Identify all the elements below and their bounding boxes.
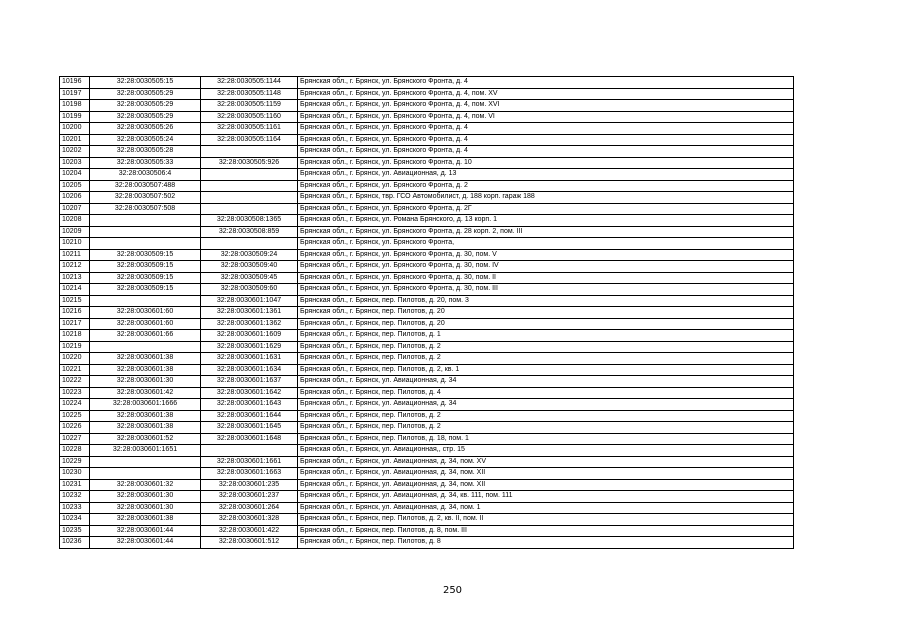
table-row [60, 111, 794, 123]
building-cadastral-cell: 32:28:0030601:264 [201, 502, 298, 514]
table-row [60, 77, 794, 89]
building-cadastral-cell: 32:28:0030601:1648 [201, 433, 298, 445]
address-cell: Брянская обл., г. Брянск, ул. Брянского Фронта, д. 30, пом. V [298, 249, 794, 261]
land-plot-cadastral-cell: 32:28:0030601:42 [90, 387, 201, 399]
building-cadastral-cell [201, 192, 298, 204]
record-number-cell: 10201 [60, 134, 90, 146]
address-cell: Брянская обл., г. Брянск, ул. Брянского Фронта, д. 2 [298, 180, 794, 192]
building-cadastral-cell: 32:28:0030601:235 [201, 479, 298, 491]
record-number-cell: 10234 [60, 514, 90, 526]
building-cadastral-cell: 32:28:0030601:237 [201, 491, 298, 503]
land-plot-cadastral-cell: 32:28:0030601:66 [90, 330, 201, 342]
address-cell: Брянская обл., г. Брянск, пер. Пилотов, д. 18, пом. 1 [298, 433, 794, 445]
record-number-cell: 10217 [60, 318, 90, 330]
address-cell: Брянская обл., г. Брянск, пер. Пилотов, д. 20, пом. 3 [298, 295, 794, 307]
record-number-cell: 10210 [60, 238, 90, 250]
table-row [60, 88, 794, 100]
table-row [60, 192, 794, 204]
record-number-cell: 10223 [60, 387, 90, 399]
table-row [60, 146, 794, 158]
table-row [60, 123, 794, 135]
address-cell: Брянская обл., г. Брянск, пер. Пилотов, д. 8, пом. III [298, 525, 794, 537]
record-number-cell: 10197 [60, 88, 90, 100]
table-row [60, 330, 794, 342]
address-cell: Брянская обл., г. Брянск, пер. Пилотов, д. 2 [298, 353, 794, 365]
table-row [60, 537, 794, 549]
building-cadastral-cell: 32:28:0030601:422 [201, 525, 298, 537]
building-cadastral-cell [201, 203, 298, 215]
table-row [60, 445, 794, 457]
address-cell: Брянская обл., г. Брянск, пер. Пилотов, д. 20 [298, 307, 794, 319]
land-plot-cadastral-cell: 32:28:0030509:15 [90, 249, 201, 261]
land-plot-cadastral-cell [90, 468, 201, 480]
building-cadastral-cell: 32:28:0030601:1642 [201, 387, 298, 399]
record-number-cell: 10220 [60, 353, 90, 365]
address-cell: Брянская обл., г. Брянск, ул. Брянского Фронта, д. 4 [298, 123, 794, 135]
table-row [60, 433, 794, 445]
land-plot-cadastral-cell [90, 215, 201, 227]
record-number-cell: 10232 [60, 491, 90, 503]
address-cell: Брянская обл., г. Брянск, ул. Брянского Фронта, д. 10 [298, 157, 794, 169]
record-number-cell: 10224 [60, 399, 90, 411]
address-cell: Брянская обл., г. Брянск, ул. Авиационная, д. 34, кв. 111, пом. 111 [298, 491, 794, 503]
building-cadastral-cell: 32:28:0030509:60 [201, 284, 298, 296]
address-cell: Брянская обл., г. Брянск, ул. Брянского Фронта, д. 30, пом. IV [298, 261, 794, 273]
table-row [60, 180, 794, 192]
land-plot-cadastral-cell: 32:28:0030505:29 [90, 88, 201, 100]
land-plot-cadastral-cell: 32:28:0030601:38 [90, 514, 201, 526]
building-cadastral-cell: 32:28:0030509:40 [201, 261, 298, 273]
table-row [60, 525, 794, 537]
building-cadastral-cell [201, 180, 298, 192]
land-plot-cadastral-cell: 32:28:0030601:38 [90, 422, 201, 434]
land-plot-cadastral-cell: 32:28:0030509:15 [90, 284, 201, 296]
record-number-cell: 10215 [60, 295, 90, 307]
building-cadastral-cell: 32:28:0030601:1644 [201, 410, 298, 422]
table-row [60, 468, 794, 480]
record-number-cell: 10229 [60, 456, 90, 468]
land-plot-cadastral-cell: 32:28:0030507:502 [90, 192, 201, 204]
building-cadastral-cell: 32:28:0030509:45 [201, 272, 298, 284]
land-plot-cadastral-cell: 32:28:0030601:30 [90, 376, 201, 388]
table-row [60, 456, 794, 468]
address-cell: Брянская обл., г. Брянск, ул. Брянского Фронта, д. 4 [298, 77, 794, 89]
address-cell: Брянская обл., г. Брянск, пер. Пилотов, д. 8 [298, 537, 794, 549]
address-cell: Брянская обл., г. Брянск, ул. Брянского Фронта, д. 2Г [298, 203, 794, 215]
record-number-cell: 10230 [60, 468, 90, 480]
table-row [60, 353, 794, 365]
address-cell: Брянская обл., г. Брянск, ул. Брянского Фронта, д. 30, пом. II [298, 272, 794, 284]
table-row [60, 376, 794, 388]
table-row [60, 502, 794, 514]
record-number-cell: 10226 [60, 422, 90, 434]
table-row [60, 307, 794, 319]
building-cadastral-cell: 32:28:0030508:1365 [201, 215, 298, 227]
building-cadastral-cell [201, 238, 298, 250]
record-number-cell: 10208 [60, 215, 90, 227]
record-number-cell: 10204 [60, 169, 90, 181]
building-cadastral-cell: 32:28:0030505:926 [201, 157, 298, 169]
record-number-cell: 10212 [60, 261, 90, 273]
page-number: 250 [442, 585, 463, 596]
building-cadastral-cell: 32:28:0030601:512 [201, 537, 298, 549]
address-cell: Брянская обл., г. Брянск, ул. Романа Брянского, д. 13 корп. 1 [298, 215, 794, 227]
table-row [60, 272, 794, 284]
table-row [60, 387, 794, 399]
building-cadastral-cell: 32:28:0030601:1637 [201, 376, 298, 388]
building-cadastral-cell: 32:28:0030505:1144 [201, 77, 298, 89]
table-row [60, 134, 794, 146]
address-cell: Брянская обл., г. Брянск, ул. Брянского Фронта, д. 4 [298, 134, 794, 146]
address-cell: Брянская обл., г. Брянск, ул. Брянского Фронта, [298, 238, 794, 250]
building-cadastral-cell: 32:28:0030601:1663 [201, 468, 298, 480]
table-row [60, 226, 794, 238]
table-row [60, 157, 794, 169]
record-number-cell: 10213 [60, 272, 90, 284]
land-plot-cadastral-cell: 32:28:0030505:29 [90, 100, 201, 112]
table-row [60, 514, 794, 526]
land-plot-cadastral-cell: 32:28:0030507:508 [90, 203, 201, 215]
table-row [60, 422, 794, 434]
building-cadastral-cell [201, 146, 298, 158]
table-row [60, 410, 794, 422]
land-plot-cadastral-cell [90, 238, 201, 250]
record-number-cell: 10196 [60, 77, 90, 89]
address-cell: Брянская обл., г. Брянск, ул. Брянского Фронта, д. 4, пом. XVI [298, 100, 794, 112]
building-cadastral-cell: 32:28:0030601:1634 [201, 364, 298, 376]
table-row [60, 203, 794, 215]
land-plot-cadastral-cell: 32:28:0030601:52 [90, 433, 201, 445]
building-cadastral-cell: 32:28:0030505:1164 [201, 134, 298, 146]
land-plot-cadastral-cell [90, 295, 201, 307]
address-cell: Брянская обл., г. Брянск, пер. Пилотов, д. 20 [298, 318, 794, 330]
land-plot-cadastral-cell: 32:28:0030601:32 [90, 479, 201, 491]
record-number-cell: 10216 [60, 307, 90, 319]
record-number-cell: 10209 [60, 226, 90, 238]
land-plot-cadastral-cell: 32:28:0030601:60 [90, 307, 201, 319]
record-number-cell: 10214 [60, 284, 90, 296]
address-cell: Брянская обл., г. Брянск, пер. Пилотов, д. 2, кв. 1 [298, 364, 794, 376]
record-number-cell: 10198 [60, 100, 90, 112]
address-cell: Брянская обл., г. Брянск, ул. Авиационная, д. 13 [298, 169, 794, 181]
address-cell: Брянская обл., г. Брянск, ул. Авиационная,, стр. 15 [298, 445, 794, 457]
record-number-cell: 10206 [60, 192, 90, 204]
address-cell: Брянская обл., г. Брянск, твр. ГСО Автомобилист, д. 188 корп. гараж 188 [298, 192, 794, 204]
building-cadastral-cell: 32:28:0030505:1148 [201, 88, 298, 100]
table-row [60, 249, 794, 261]
record-number-cell: 10207 [60, 203, 90, 215]
building-cadastral-cell: 32:28:0030601:1643 [201, 399, 298, 411]
address-cell: Брянская обл., г. Брянск, ул. Авиационная, д. 34 [298, 399, 794, 411]
land-plot-cadastral-cell: 32:28:0030601:30 [90, 502, 201, 514]
land-plot-cadastral-cell: 32:28:0030601:60 [90, 318, 201, 330]
address-cell: Брянская обл., г. Брянск, пер. Пилотов, д. 1 [298, 330, 794, 342]
table-row [60, 169, 794, 181]
record-number-cell: 10203 [60, 157, 90, 169]
table-row [60, 100, 794, 112]
record-number-cell: 10221 [60, 364, 90, 376]
building-cadastral-cell: 32:28:0030505:1161 [201, 123, 298, 135]
registry-table-body [60, 77, 794, 549]
address-cell: Брянская обл., г. Брянск, ул. Брянского Фронта, д. 28 корп. 2, пом. III [298, 226, 794, 238]
table-row [60, 284, 794, 296]
record-number-cell: 10235 [60, 525, 90, 537]
land-plot-cadastral-cell: 32:28:0030505:26 [90, 123, 201, 135]
record-number-cell: 10211 [60, 249, 90, 261]
land-plot-cadastral-cell: 32:28:0030601:1651 [90, 445, 201, 457]
land-plot-cadastral-cell: 32:28:0030601:38 [90, 364, 201, 376]
address-cell: Брянская обл., г. Брянск, ул. Брянского Фронта, д. 30, пом. III [298, 284, 794, 296]
land-plot-cadastral-cell: 32:28:0030505:33 [90, 157, 201, 169]
land-plot-cadastral-cell: 32:28:0030509:15 [90, 272, 201, 284]
table-row [60, 364, 794, 376]
building-cadastral-cell: 32:28:0030508:859 [201, 226, 298, 238]
land-plot-cadastral-cell: 32:28:0030507:488 [90, 180, 201, 192]
land-plot-cadastral-cell: 32:28:0030506:4 [90, 169, 201, 181]
record-number-cell: 10225 [60, 410, 90, 422]
building-cadastral-cell: 32:28:0030601:1047 [201, 295, 298, 307]
record-number-cell: 10233 [60, 502, 90, 514]
address-cell: Брянская обл., г. Брянск, ул. Авиационная, д. 34, пом. 1 [298, 502, 794, 514]
building-cadastral-cell: 32:28:0030509:24 [201, 249, 298, 261]
building-cadastral-cell: 32:28:0030601:1629 [201, 341, 298, 353]
record-number-cell: 10231 [60, 479, 90, 491]
address-cell: Брянская обл., г. Брянск, пер. Пилотов, д. 2 [298, 410, 794, 422]
land-plot-cadastral-cell: 32:28:0030601:38 [90, 410, 201, 422]
land-plot-cadastral-cell: 32:28:0030601:44 [90, 525, 201, 537]
address-cell: Брянская обл., г. Брянск, пер. Пилотов, д. 2 [298, 341, 794, 353]
record-number-cell: 10200 [60, 123, 90, 135]
address-cell: Брянская обл., г. Брянск, ул. Авиационная, д. 34, пом. XV [298, 456, 794, 468]
land-plot-cadastral-cell: 32:28:0030505:24 [90, 134, 201, 146]
building-cadastral-cell [201, 169, 298, 181]
record-number-cell: 10222 [60, 376, 90, 388]
address-cell: Брянская обл., г. Брянск, ул. Авиационная, д. 34, пом. XII [298, 468, 794, 480]
land-plot-cadastral-cell [90, 456, 201, 468]
table-row [60, 261, 794, 273]
registry-table [59, 76, 794, 549]
building-cadastral-cell: 32:28:0030601:1631 [201, 353, 298, 365]
address-cell: Брянская обл., г. Брянск, пер. Пилотов, д. 4 [298, 387, 794, 399]
table-row [60, 318, 794, 330]
building-cadastral-cell: 32:28:0030601:1609 [201, 330, 298, 342]
land-plot-cadastral-cell: 32:28:0030601:38 [90, 353, 201, 365]
record-number-cell: 10199 [60, 111, 90, 123]
land-plot-cadastral-cell: 32:28:0030505:28 [90, 146, 201, 158]
address-cell: Брянская обл., г. Брянск, ул. Авиационная, д. 34 [298, 376, 794, 388]
record-number-cell: 10202 [60, 146, 90, 158]
address-cell: Брянская обл., г. Брянск, пер. Пилотов, д. 2 [298, 422, 794, 434]
land-plot-cadastral-cell: 32:28:0030505:29 [90, 111, 201, 123]
address-cell: Брянская обл., г. Брянск, ул. Брянского Фронта, д. 4, пом. XV [298, 88, 794, 100]
record-number-cell: 10228 [60, 445, 90, 457]
building-cadastral-cell: 32:28:0030601:1362 [201, 318, 298, 330]
address-cell: Брянская обл., г. Брянск, пер. Пилотов, д. 2, кв. II, пом. II [298, 514, 794, 526]
address-cell: Брянская обл., г. Брянск, ул. Авиационная, д. 34, пом. XII [298, 479, 794, 491]
building-cadastral-cell [201, 445, 298, 457]
building-cadastral-cell: 32:28:0030601:328 [201, 514, 298, 526]
land-plot-cadastral-cell [90, 226, 201, 238]
record-number-cell: 10205 [60, 180, 90, 192]
table-row [60, 491, 794, 503]
table-row [60, 341, 794, 353]
land-plot-cadastral-cell [90, 341, 201, 353]
building-cadastral-cell: 32:28:0030601:1661 [201, 456, 298, 468]
table-row [60, 295, 794, 307]
land-plot-cadastral-cell: 32:28:0030601:44 [90, 537, 201, 549]
land-plot-cadastral-cell: 32:28:0030509:15 [90, 261, 201, 273]
building-cadastral-cell: 32:28:0030601:1361 [201, 307, 298, 319]
table-row [60, 215, 794, 227]
record-number-cell: 10219 [60, 341, 90, 353]
land-plot-cadastral-cell: 32:28:0030505:15 [90, 77, 201, 89]
land-plot-cadastral-cell: 32:28:0030601:1666 [90, 399, 201, 411]
building-cadastral-cell: 32:28:0030601:1645 [201, 422, 298, 434]
building-cadastral-cell: 32:28:0030505:1160 [201, 111, 298, 123]
record-number-cell: 10227 [60, 433, 90, 445]
building-cadastral-cell: 32:28:0030505:1159 [201, 100, 298, 112]
address-cell: Брянская обл., г. Брянск, ул. Брянского Фронта, д. 4 [298, 146, 794, 158]
table-row [60, 479, 794, 491]
land-plot-cadastral-cell: 32:28:0030601:30 [90, 491, 201, 503]
record-number-cell: 10236 [60, 537, 90, 549]
record-number-cell: 10218 [60, 330, 90, 342]
table-row [60, 399, 794, 411]
address-cell: Брянская обл., г. Брянск, ул. Брянского Фронта, д. 4, пом. VI [298, 111, 794, 123]
table-row [60, 238, 794, 250]
